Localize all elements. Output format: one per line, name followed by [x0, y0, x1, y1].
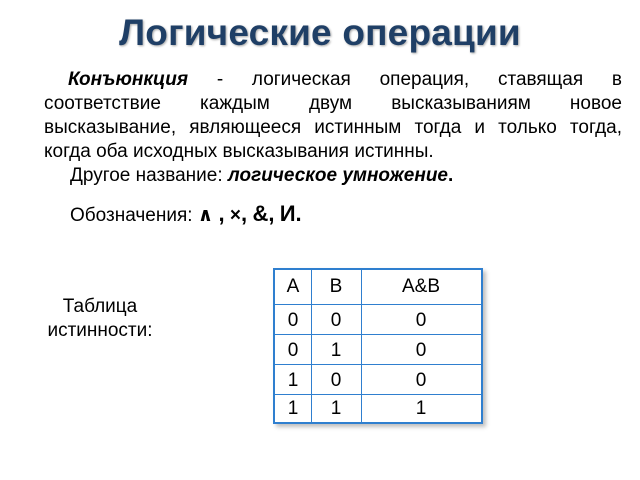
- table-cell: 0: [415, 370, 427, 391]
- page-title: Логические операции: [119, 12, 521, 53]
- notation-comma: ,: [241, 201, 248, 226]
- table-cell: 0: [330, 310, 342, 331]
- table-cell: 1: [287, 370, 299, 391]
- i-symbol: И.: [279, 201, 302, 226]
- table-cell: 0: [287, 310, 299, 331]
- table-header-a: A: [286, 276, 300, 297]
- table-grid-line: [275, 364, 481, 365]
- table-cell: 1: [415, 398, 427, 419]
- table-cell: 0: [415, 340, 427, 361]
- times-symbol: ×: [229, 205, 242, 226]
- table-cell: 1: [330, 340, 342, 361]
- truth-table-label: Таблица истинности:: [47, 296, 153, 341]
- table-cell: 0: [287, 340, 299, 361]
- notation-label: Обозначения:: [70, 205, 198, 226]
- definition-text: - логическая операция, ставящая в соответствие каждым двум высказываниям новое высказывание, являющееся истинным тогда и только тогда, когда оба исходных высказывания истинны.: [44, 69, 622, 162]
- alternative-name-line: [70, 164, 453, 188]
- table-grid-line: [275, 334, 481, 335]
- table-grid-line: [275, 304, 481, 305]
- table-header-b: B: [329, 276, 343, 297]
- table-cell: 0: [415, 310, 427, 331]
- truth-table: [273, 268, 483, 424]
- and-symbol: ∧: [197, 205, 214, 226]
- notation-comma: ,: [218, 201, 225, 226]
- definition-paragraph: [44, 68, 622, 164]
- alternative-name-end: .: [448, 165, 454, 186]
- notation-line: [70, 202, 302, 228]
- table-header-result: A&B: [401, 276, 441, 297]
- table-cell: 1: [287, 398, 299, 419]
- alternative-name-value: логическое умножение: [227, 165, 448, 186]
- alternative-name-label: Другое название:: [70, 165, 228, 186]
- ampersand-symbol: &,: [252, 201, 275, 226]
- table-cell: 1: [330, 398, 342, 419]
- definition-term: Конъюнкция: [68, 69, 189, 90]
- table-cell: 0: [330, 370, 342, 391]
- table-grid-line: [275, 394, 481, 395]
